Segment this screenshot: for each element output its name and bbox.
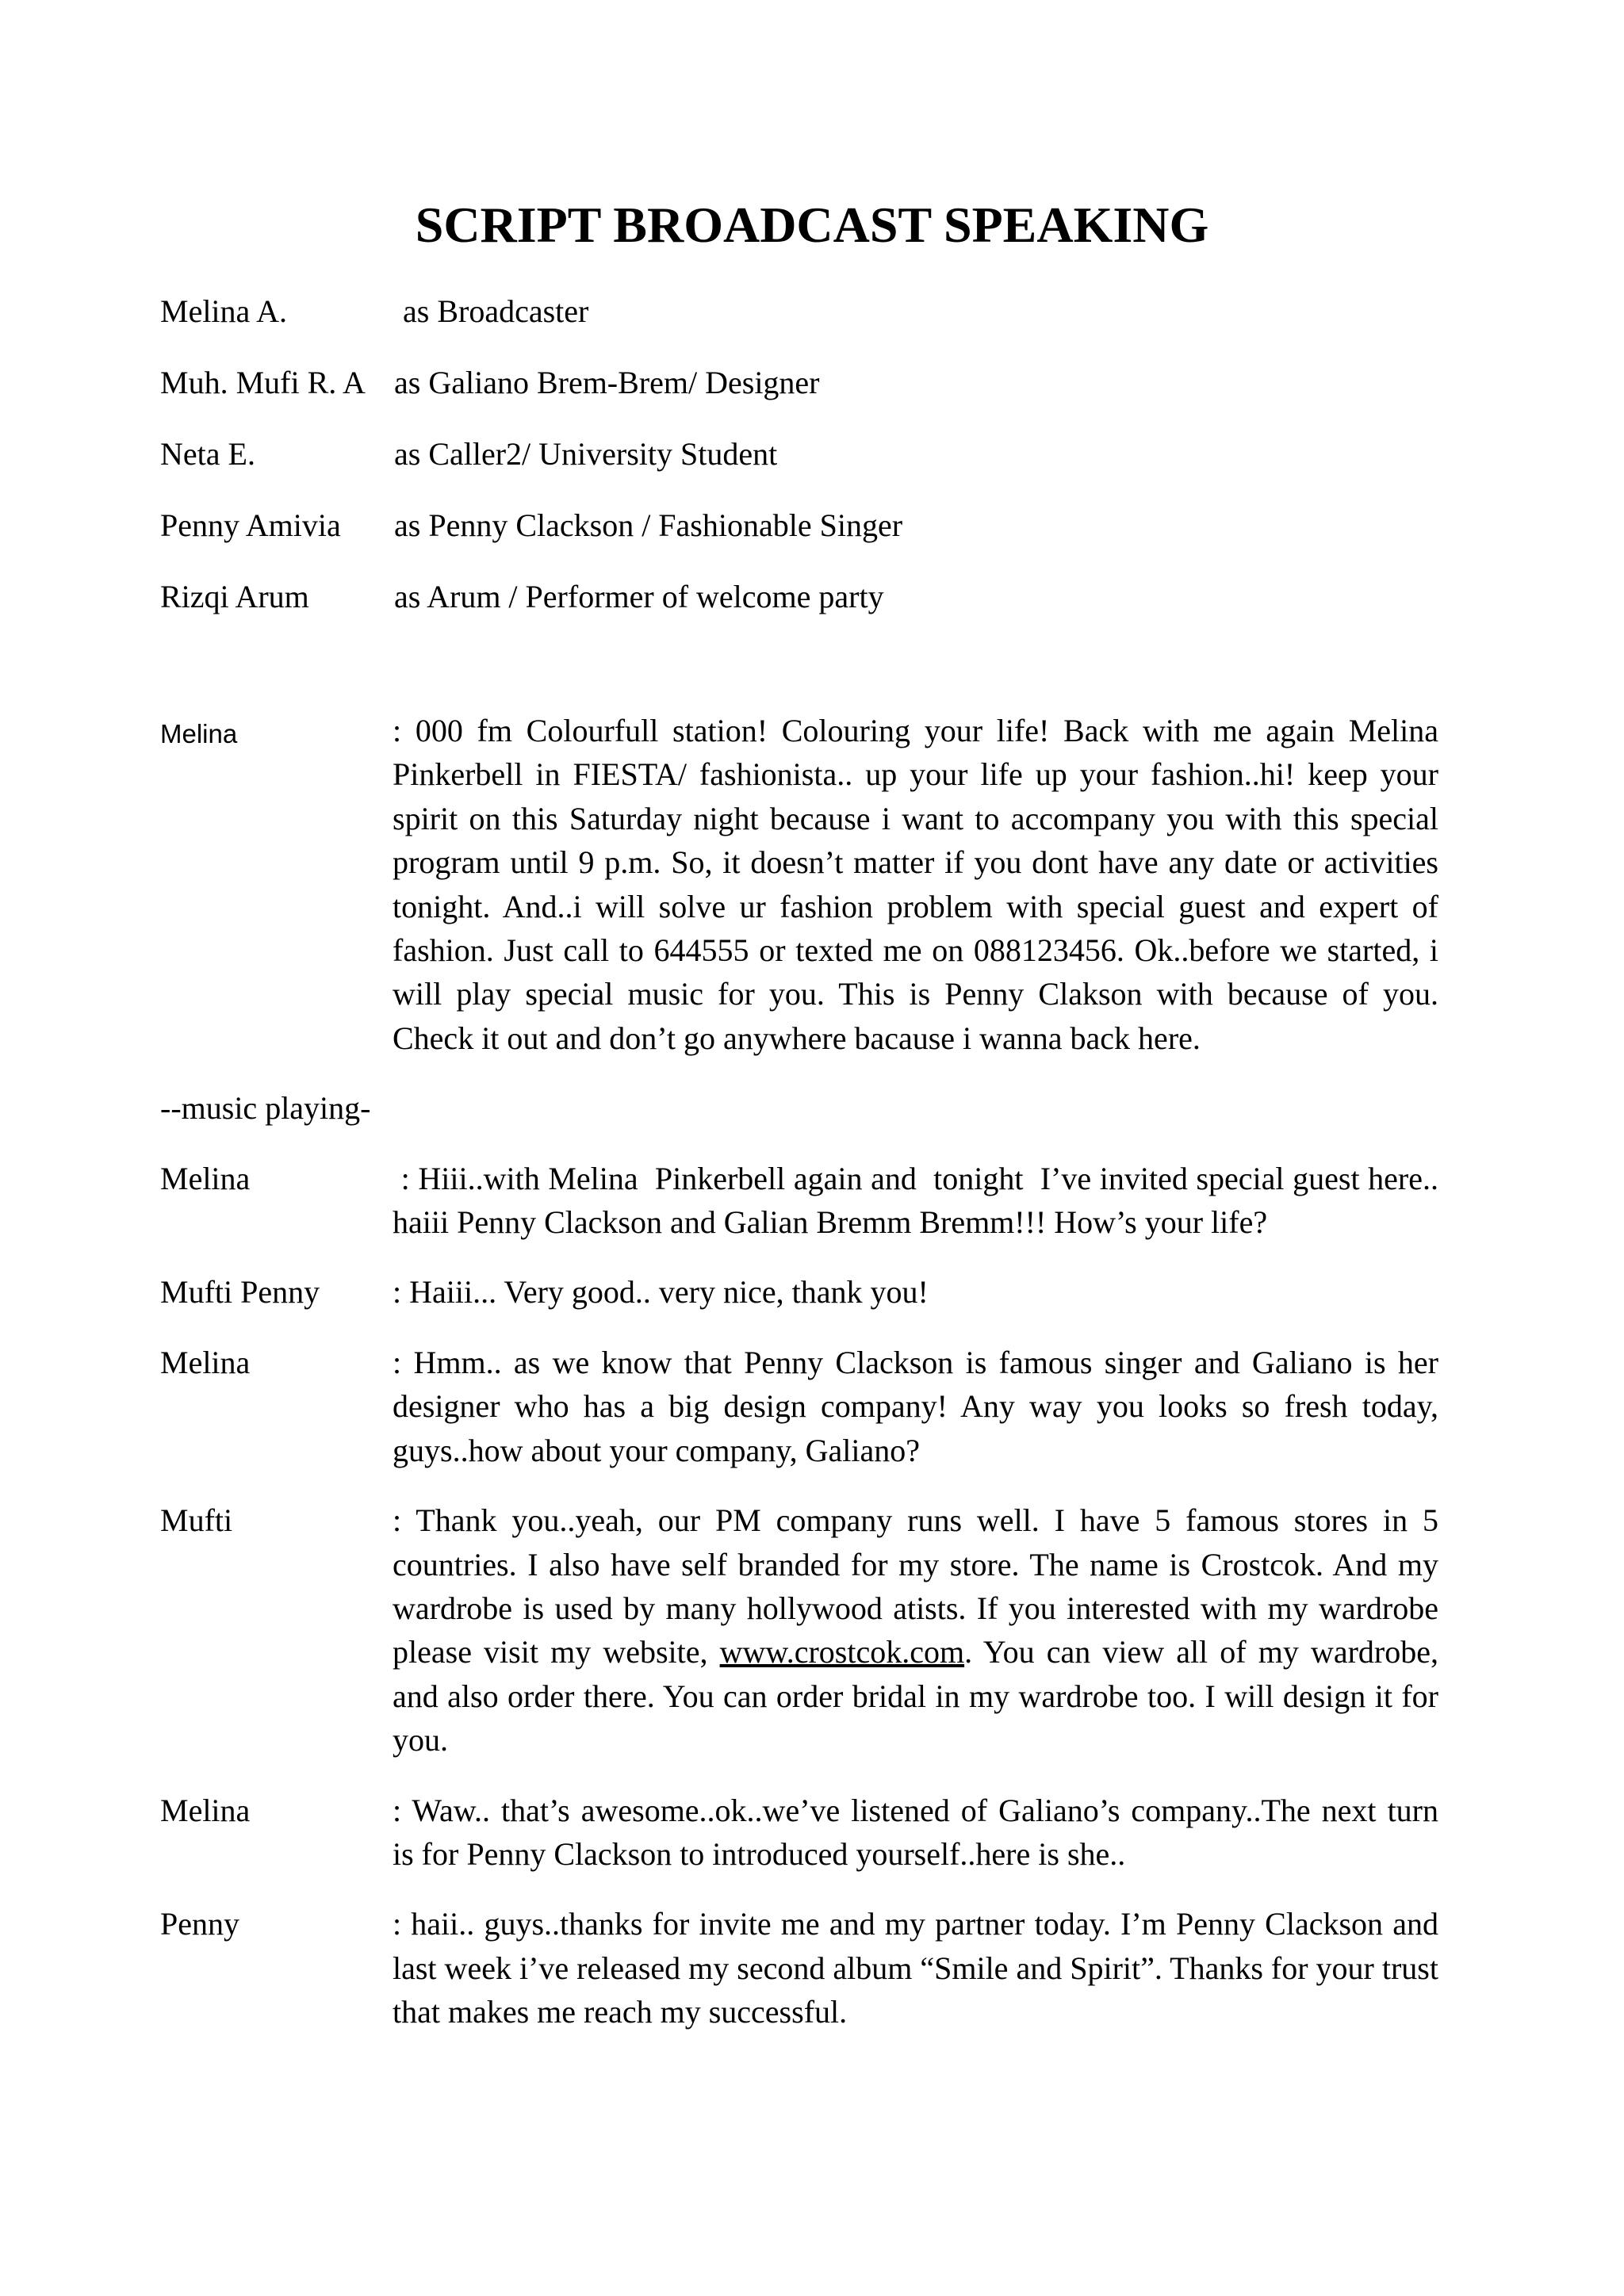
speech-text: : 000 fm Colourfull station! Colouring your life! Back with me again Melina Pinkerbell in FIESTA/ fashionista.. up your life up your fashion..hi! keep your spirit on this Saturday night because i want to accompany you with this special program until 9 p.m. So, it doesn’t matter if you dont have any date or activities tonight. And..i will solve ur fashion problem with special guest and expert of fashion. Just call to 644555 or texted me on 088123456. Ok..before we started, i will play special music for you. This is Penny Clakson with because of you. Check it out and don’t go anywhere bacause i wanna back here. [393,713,1438,1056]
speaker-name: Penny [160,1906,239,1942]
speaker-name: Melina [160,719,238,748]
cast-row [160,284,1461,355]
cast-name: Muh. Mufi R. A [160,365,366,400]
cast-row [160,355,1461,427]
script-line [160,1902,1438,2034]
cast-name: Penny Amivia [160,507,341,543]
cast-row [160,427,1461,498]
document-title: SCRIPT BROADCAST SPEAKING [415,197,1209,253]
script-line [160,1341,1438,1472]
cast-role: as Galiano Brem-Brem/ Designer [394,365,820,400]
cast-role: as Penny Clackson / Fashionable Singer [394,507,903,543]
speech-text: : Hmm.. as we know that Penny Clackson is famous singer and Galiano is her designer who has a big design company! Any way you looks so fresh today, guys..how about your company, Galiano? [393,1344,1438,1468]
script-line [160,1157,1447,1245]
speaker-name: Melina [160,1792,251,1828]
website-link[interactable]: www.crostcok.com [719,1634,965,1670]
stage-direction: --music playing- [160,1090,371,1127]
cast-row [160,569,1461,641]
speech-text: : haii.. guys..thanks for invite me and my partner today. I’m Penny Clackson and last week i’ve released my second album “Smile and Spirit”. Thanks for your trust that makes me reach my successful. [393,1906,1438,2030]
speech-text-part: . You can view all of my wardrobe, and also order there. You can order bridal in my wardrobe too. I will design it for you. [393,1634,1438,1758]
speech-text: : Waw.. that’s awesome..ok..we’ve listened of Galiano’s company..The next turn is for Penny Clackson to introduced yourself..here is she.. [393,1792,1438,1872]
cast-list [160,284,1461,641]
cast-name: Rizqi Arum [160,579,309,614]
speech-text: : Haiii... Very good.. very nice, thank you! [393,1274,929,1311]
script-line [160,1789,1438,1877]
speech-text: : Hiii..with Melina Pinkerbell again and tonight I’ve invited special guest here.. haiii Penny Clackson and Galian Bremm Bremm!!! How’s your life? [393,1160,1447,1241]
script-line [160,1270,1438,1314]
speaker-name: Mufti [160,1502,233,1539]
script-line [160,709,1438,1060]
script-line [160,1498,1438,1762]
cast-role: as Caller2/ University Student [394,436,778,472]
speaker-name: Melina [160,1344,251,1380]
speech-text-part: : Thank you..yeah, our PM company runs well. I have 5 famous stores in 5 countries. I also have self branded for my store. The name is Crostcok. And my wardrobe is used by many hollywood atists. If you interested with my wardrobe please visit my website, [393,1502,1438,1670]
speaker-name: Melina [160,1160,251,1196]
cast-role: as Broadcaster [403,293,589,329]
speaker-name: Mufti Penny [160,1274,320,1311]
cast-role: as Arum / Performer of welcome party [394,579,884,614]
cast-name: Melina A. [160,293,287,329]
script-body [160,709,1447,2034]
cast-name: Neta E. [160,436,255,472]
speech-text [393,1498,1438,1762]
cast-row [160,498,1461,569]
